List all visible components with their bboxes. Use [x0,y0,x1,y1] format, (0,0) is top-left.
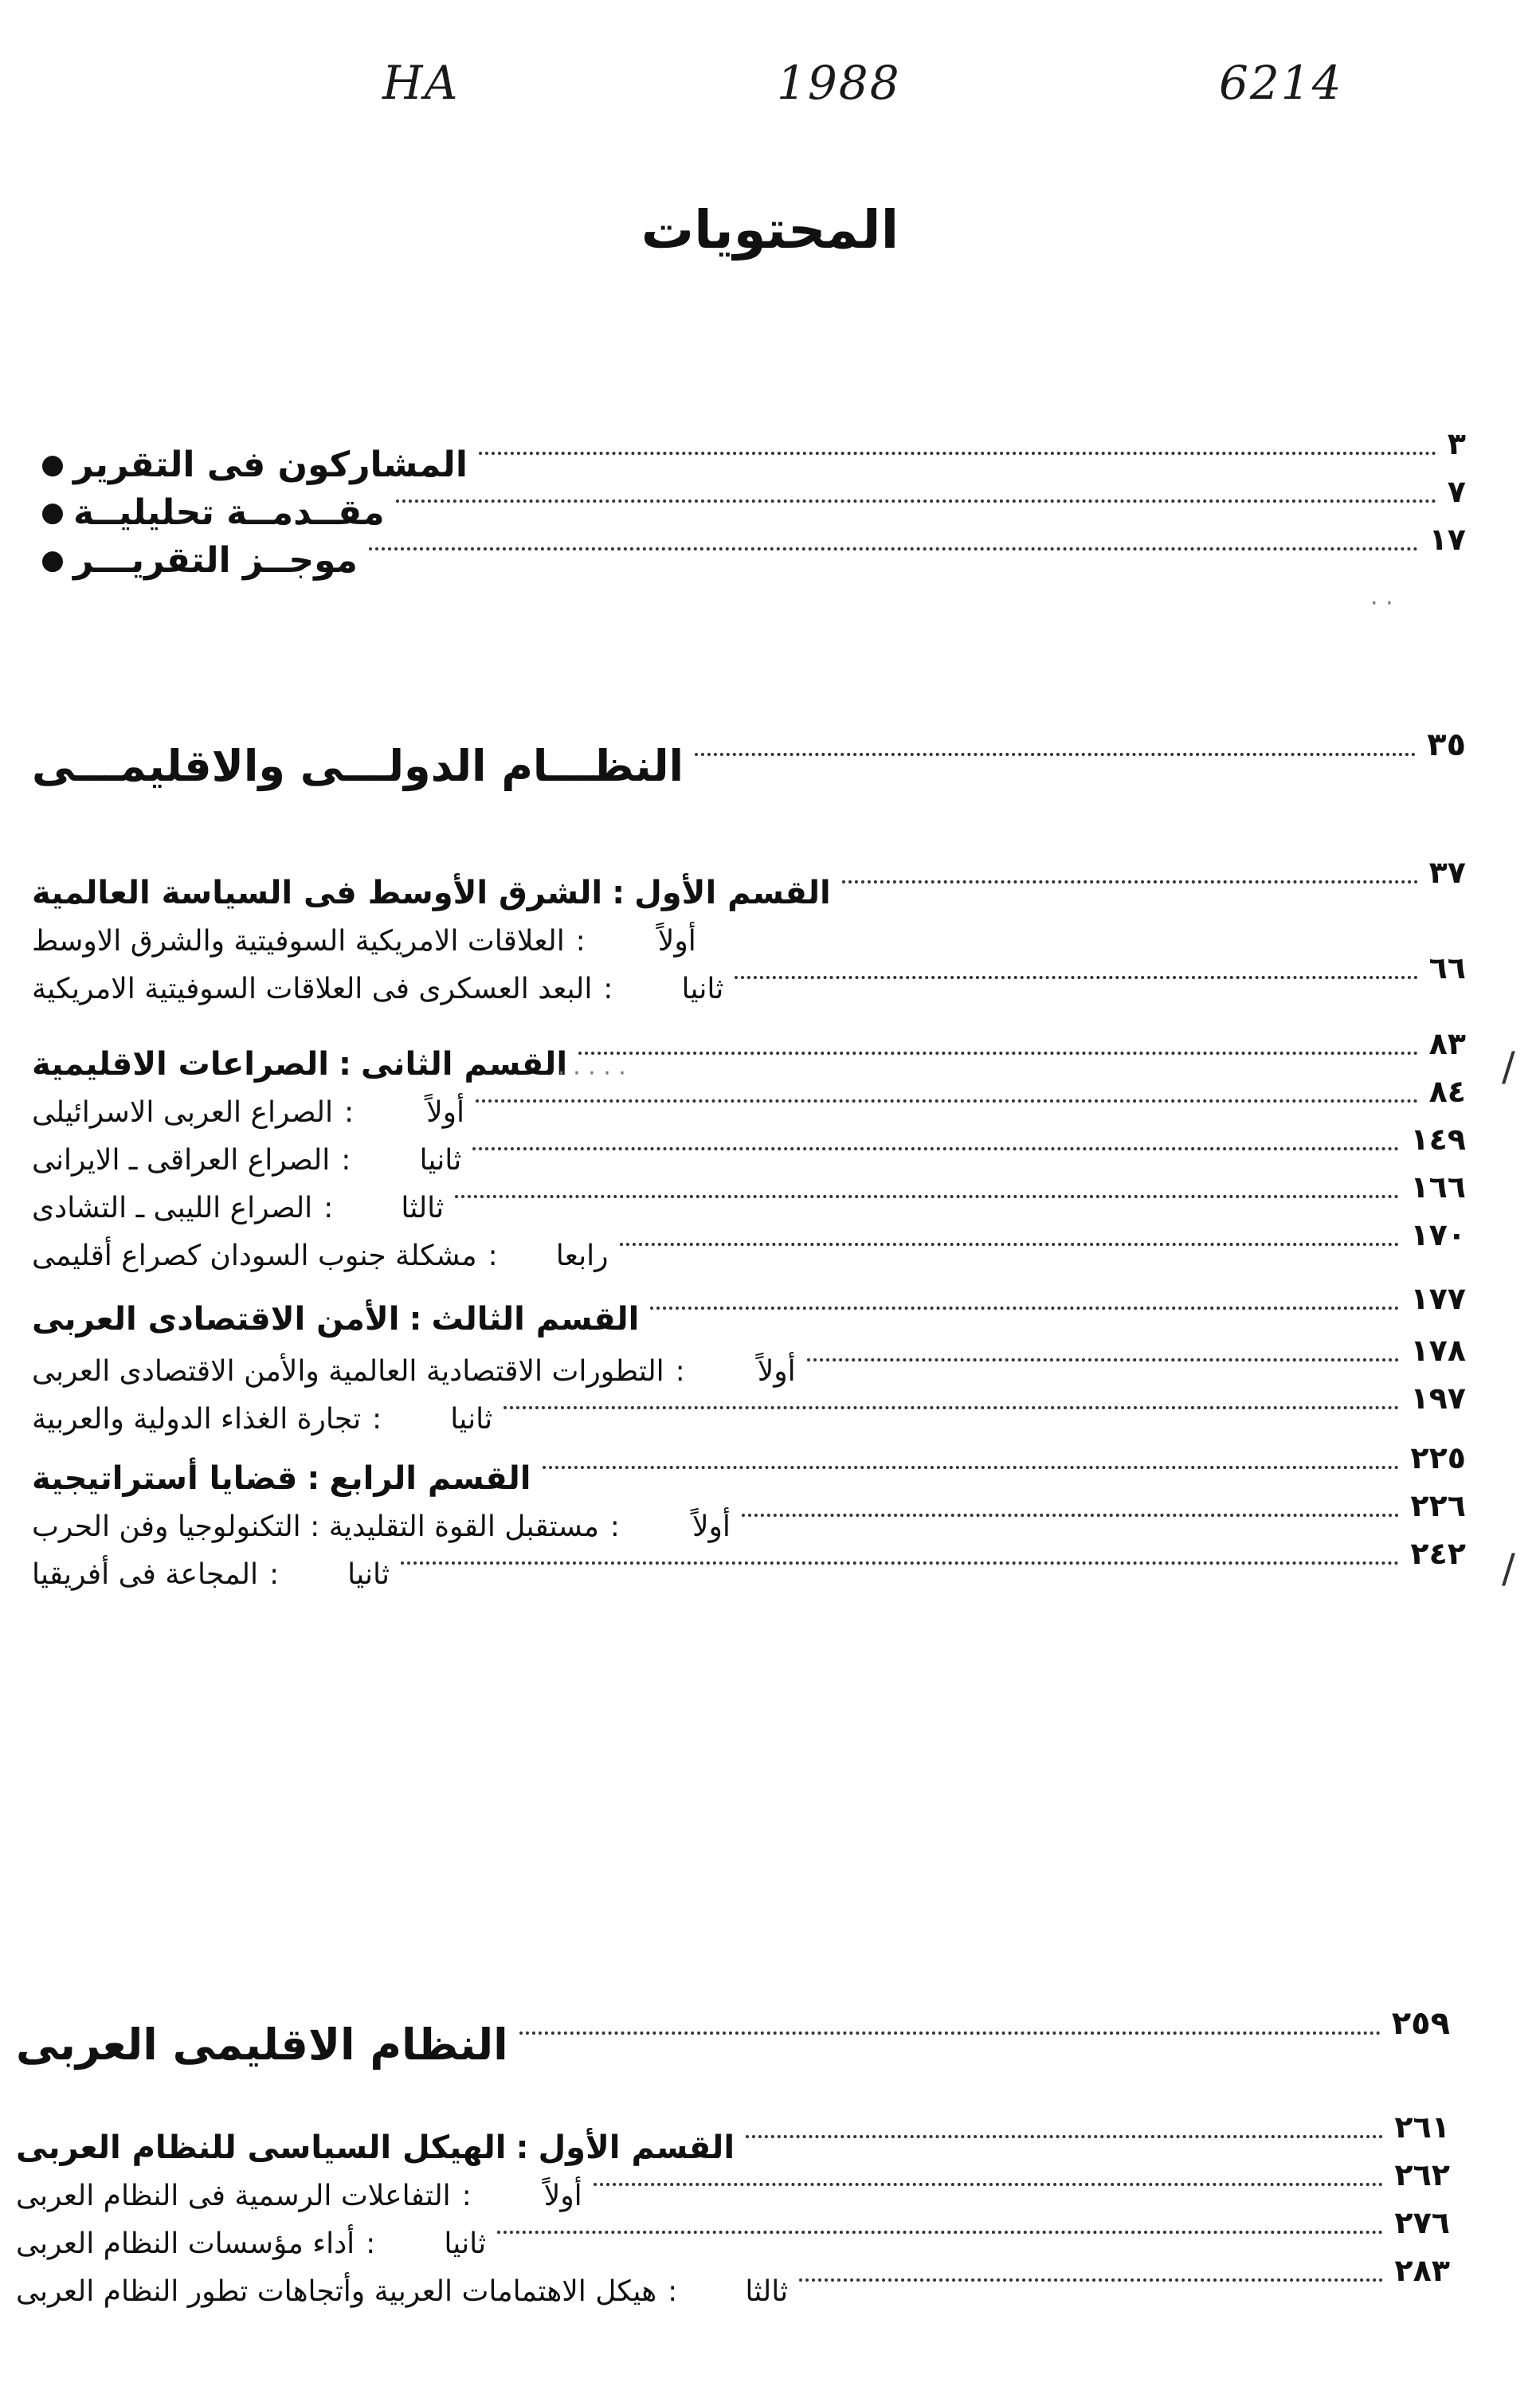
toc-item-text: أولاً:الصراع العربى الاسرائيلى [32,1095,465,1129]
item-ordinal: أولاً [757,1354,796,1388]
toc-part-heading [32,727,1466,791]
section-title: الشرق الأوسط فى السياسة العالمية [32,875,603,911]
toc-page-number: ٢٥٩ [1391,2005,1450,2042]
toc-section-heading [32,855,1466,918]
toc-item-text: أولاً:التطورات الاقتصادية العالمية والأمن الاقتصادى العربى [32,1354,796,1388]
toc-item [16,2205,1450,2268]
toc-page-number: ٦٦ [1428,950,1466,985]
toc-page-number: ٣٥ [1427,727,1466,763]
toc-item [16,2157,1450,2220]
dot-leader [735,976,1417,979]
toc-section-heading [16,2110,1450,2172]
toc-page-number: ١٩٧ [1410,1381,1466,1416]
section-heading-text: القسم الرابع:قضايا أستراتيجية [32,1460,531,1497]
item-title: هيكل الاهتمامات العربية وأتجاهات تطور النظام العربى [16,2274,657,2308]
toc-page-number: ٢٧٦ [1394,2205,1450,2240]
scan-speck: · · [1370,590,1393,617]
toc-section-heading [32,1440,1466,1503]
toc-item [32,1074,1466,1137]
bullet-icon: ● [41,449,65,480]
toc-item [32,1122,1466,1185]
toc-item [32,1488,1466,1551]
toc-page-number: ١٦٦ [1410,1169,1466,1205]
toc-page-number: ٢٦١ [1394,2110,1450,2145]
dot-leader [479,452,1436,455]
section-title: الهيكل السياسى للنظام العربى [16,2129,507,2166]
toc-page-number: ٢٢٦ [1410,1488,1466,1523]
dot-leader [695,753,1416,756]
toc-item-text: أولاً:التفاعلات الرسمية فى النظام العربى [16,2179,582,2212]
item-title: البعد العسكرى فى العلاقات السوفيتية الامريكية [32,972,593,1005]
toc-page-number: ٨٤ [1428,1074,1466,1109]
item-ordinal: أولاً [543,2179,582,2212]
item-ordinal: ثانيا [419,1143,462,1177]
margin-pencil-mark: / [1502,1546,1515,1592]
section-heading-text: القسم الثالث:الأمن الاقتصادى العربى [32,1301,640,1338]
toc-item-text: ثانيا:أداء مؤسسات النظام العربى [16,2227,487,2260]
toc-item-text: ثانيا:البعد العسكرى فى العلاقات السوفيتية الامريكية [32,972,724,1005]
toc-intro-item [32,426,1466,489]
section-label: القسم الأول [538,2129,735,2166]
toc-entry-label: مقــدمــة تحليليــة [73,492,385,533]
item-title: الصراع العراقى ـ الايرانى [32,1143,331,1177]
toc-page-number: ١٧ [1428,522,1466,557]
item-title: العلاقات الامريكية السوفيتية والشرق الاوسط [32,924,565,958]
section-heading-text: القسم الأول:الشرق الأوسط فى السياسة العالمية [32,875,831,911]
item-ordinal: ثانيا [681,972,724,1005]
toc-item-text: ثانيا:المجاعة فى أفريقيا [32,1557,390,1591]
dot-leader [455,1195,1399,1198]
scan-speck: · · · · · [558,1060,626,1087]
item-title: أداء مؤسسات النظام العربى [16,2227,355,2260]
toc-item-text: ثالثا:هيكل الاهتمامات العربية وأتجاهات تطور النظام العربى [16,2274,789,2308]
item-title: الصراع العربى الاسرائيلى [32,1095,334,1129]
toc-page-number: ٣ [1447,426,1466,461]
item-ordinal: أولاً [692,1510,731,1543]
dot-leader [476,1099,1418,1103]
toc-page-number: ٧ [1447,474,1466,509]
dot-leader [396,500,1436,503]
bullet-icon: ● [41,496,65,528]
toc-page-number: ١٧٠ [1410,1217,1466,1252]
page-title: المحتويات [641,199,899,261]
section-heading-text: القسم الثانى:الصراعات الاقليمية [32,1046,568,1083]
toc-section-heading [32,1026,1466,1089]
item-title: تجارة الغذاء الدولية والعربية [32,1402,362,1436]
section-heading-text: القسم الأول:الهيكل السياسى للنظام العربى [16,2129,735,2166]
toc-item [32,1169,1466,1232]
item-title: التفاعلات الرسمية فى النظام العربى [16,2179,451,2212]
toc-section-heading [32,1281,1466,1344]
toc-item [32,1536,1466,1599]
toc-part-heading [16,2005,1450,2070]
toc-item-text: أولاً:العلاقات الامريكية السوفيتية والشرق الاوسط [32,924,696,958]
part-title: النظام الاقليمى العربى [16,2019,508,2070]
item-title: مشكلة جنوب السودان كصراع أقليمى [32,1239,477,1272]
dot-leader [519,2031,1381,2035]
toc-page-number: ٣٧ [1428,855,1466,890]
item-ordinal: ثانيا [444,2227,487,2260]
dot-leader [746,2135,1383,2138]
dot-leader [650,1307,1399,1310]
dot-leader [842,880,1418,883]
toc-page-number: ٢٨٣ [1394,2253,1450,2288]
toc-entry-label: موجــز التقريـــر [73,539,358,581]
margin-pencil-mark: / [1502,1044,1515,1090]
item-title: المجاعة فى أفريقيا [32,1557,259,1591]
toc-page-number: ٨٣ [1428,1026,1466,1061]
toc-item-text: أولاً:مستقبل القوة التقليدية : التكنولوجيا وفن الحرب [32,1510,731,1543]
dot-leader [620,1243,1400,1246]
bullet-icon: ● [41,544,65,576]
handwritten-year: 1988 [777,56,901,110]
toc-item [16,2253,1450,2316]
toc-page-number: ٢٦٢ [1394,2157,1450,2192]
section-title: قضايا أستراتيجية [32,1460,298,1497]
toc-page-number: ١٧٨ [1410,1333,1466,1368]
part-title: النظـــام الدولـــى والاقليمـــى [32,740,684,791]
item-ordinal: ثانيا [450,1402,493,1436]
dot-leader [543,1466,1400,1469]
toc-page-number: ١٧٧ [1410,1281,1466,1316]
item-title: الصراع الليبى ـ التشادى [32,1191,313,1224]
section-label: القسم الثانى [360,1046,568,1083]
toc-page-number: ١٤٩ [1410,1122,1466,1157]
toc-item-text: رابعا:مشكلة جنوب السودان كصراع أقليمى [32,1239,609,1272]
toc-item [32,950,1466,1013]
dot-leader [497,2231,1383,2234]
item-title: التطورات الاقتصادية العالمية والأمن الاقتصادى العربى [32,1354,664,1388]
item-ordinal: ثالثا [745,2274,789,2308]
toc-page-number: ٢٢٥ [1410,1440,1466,1475]
dot-leader [472,1147,1399,1150]
dot-leader [504,1406,1399,1409]
dot-leader [799,2278,1383,2282]
handwritten-note-left: HA [382,56,460,110]
section-label: القسم الأول [634,875,831,911]
dot-leader [578,1052,1418,1055]
dot-leader [742,1514,1400,1517]
toc-item [32,1217,1466,1280]
item-ordinal: أولاً [426,1095,465,1129]
toc-item [32,916,1466,966]
item-ordinal: أولاً [657,924,696,958]
toc-page-number: ٢٤٢ [1410,1536,1466,1571]
toc-intro-item [32,474,1466,537]
toc-entry-label: المشاركون فى التقرير [73,444,468,485]
toc-item [32,1381,1466,1444]
dot-leader [594,2183,1384,2186]
dot-leader [807,1358,1400,1361]
section-title: الأمن الاقتصادى العربى [32,1301,400,1338]
toc-item-text: ثالثا:الصراع الليبى ـ التشادى [32,1191,445,1224]
item-ordinal: رابعا [555,1239,609,1272]
item-title: مستقبل القوة التقليدية : التكنولوجيا وفن الحرب [32,1510,599,1543]
toc-item-text: ثانيا:تجارة الغذاء الدولية والعربية [32,1402,493,1436]
toc-intro-item [32,522,1466,585]
section-title: الصراعات الاقليمية [32,1046,329,1083]
handwritten-note-right: 6214 [1219,56,1343,110]
section-label: القسم الرابع [329,1460,531,1497]
toc-item-text: ثانيا:الصراع العراقى ـ الايرانى [32,1143,462,1177]
item-ordinal: ثانيا [347,1557,390,1591]
dot-leader [401,1561,1399,1565]
toc-item [32,1333,1466,1396]
dot-leader [369,547,1418,550]
section-label: القسم الثالث [431,1301,640,1338]
item-ordinal: ثالثا [401,1191,445,1224]
